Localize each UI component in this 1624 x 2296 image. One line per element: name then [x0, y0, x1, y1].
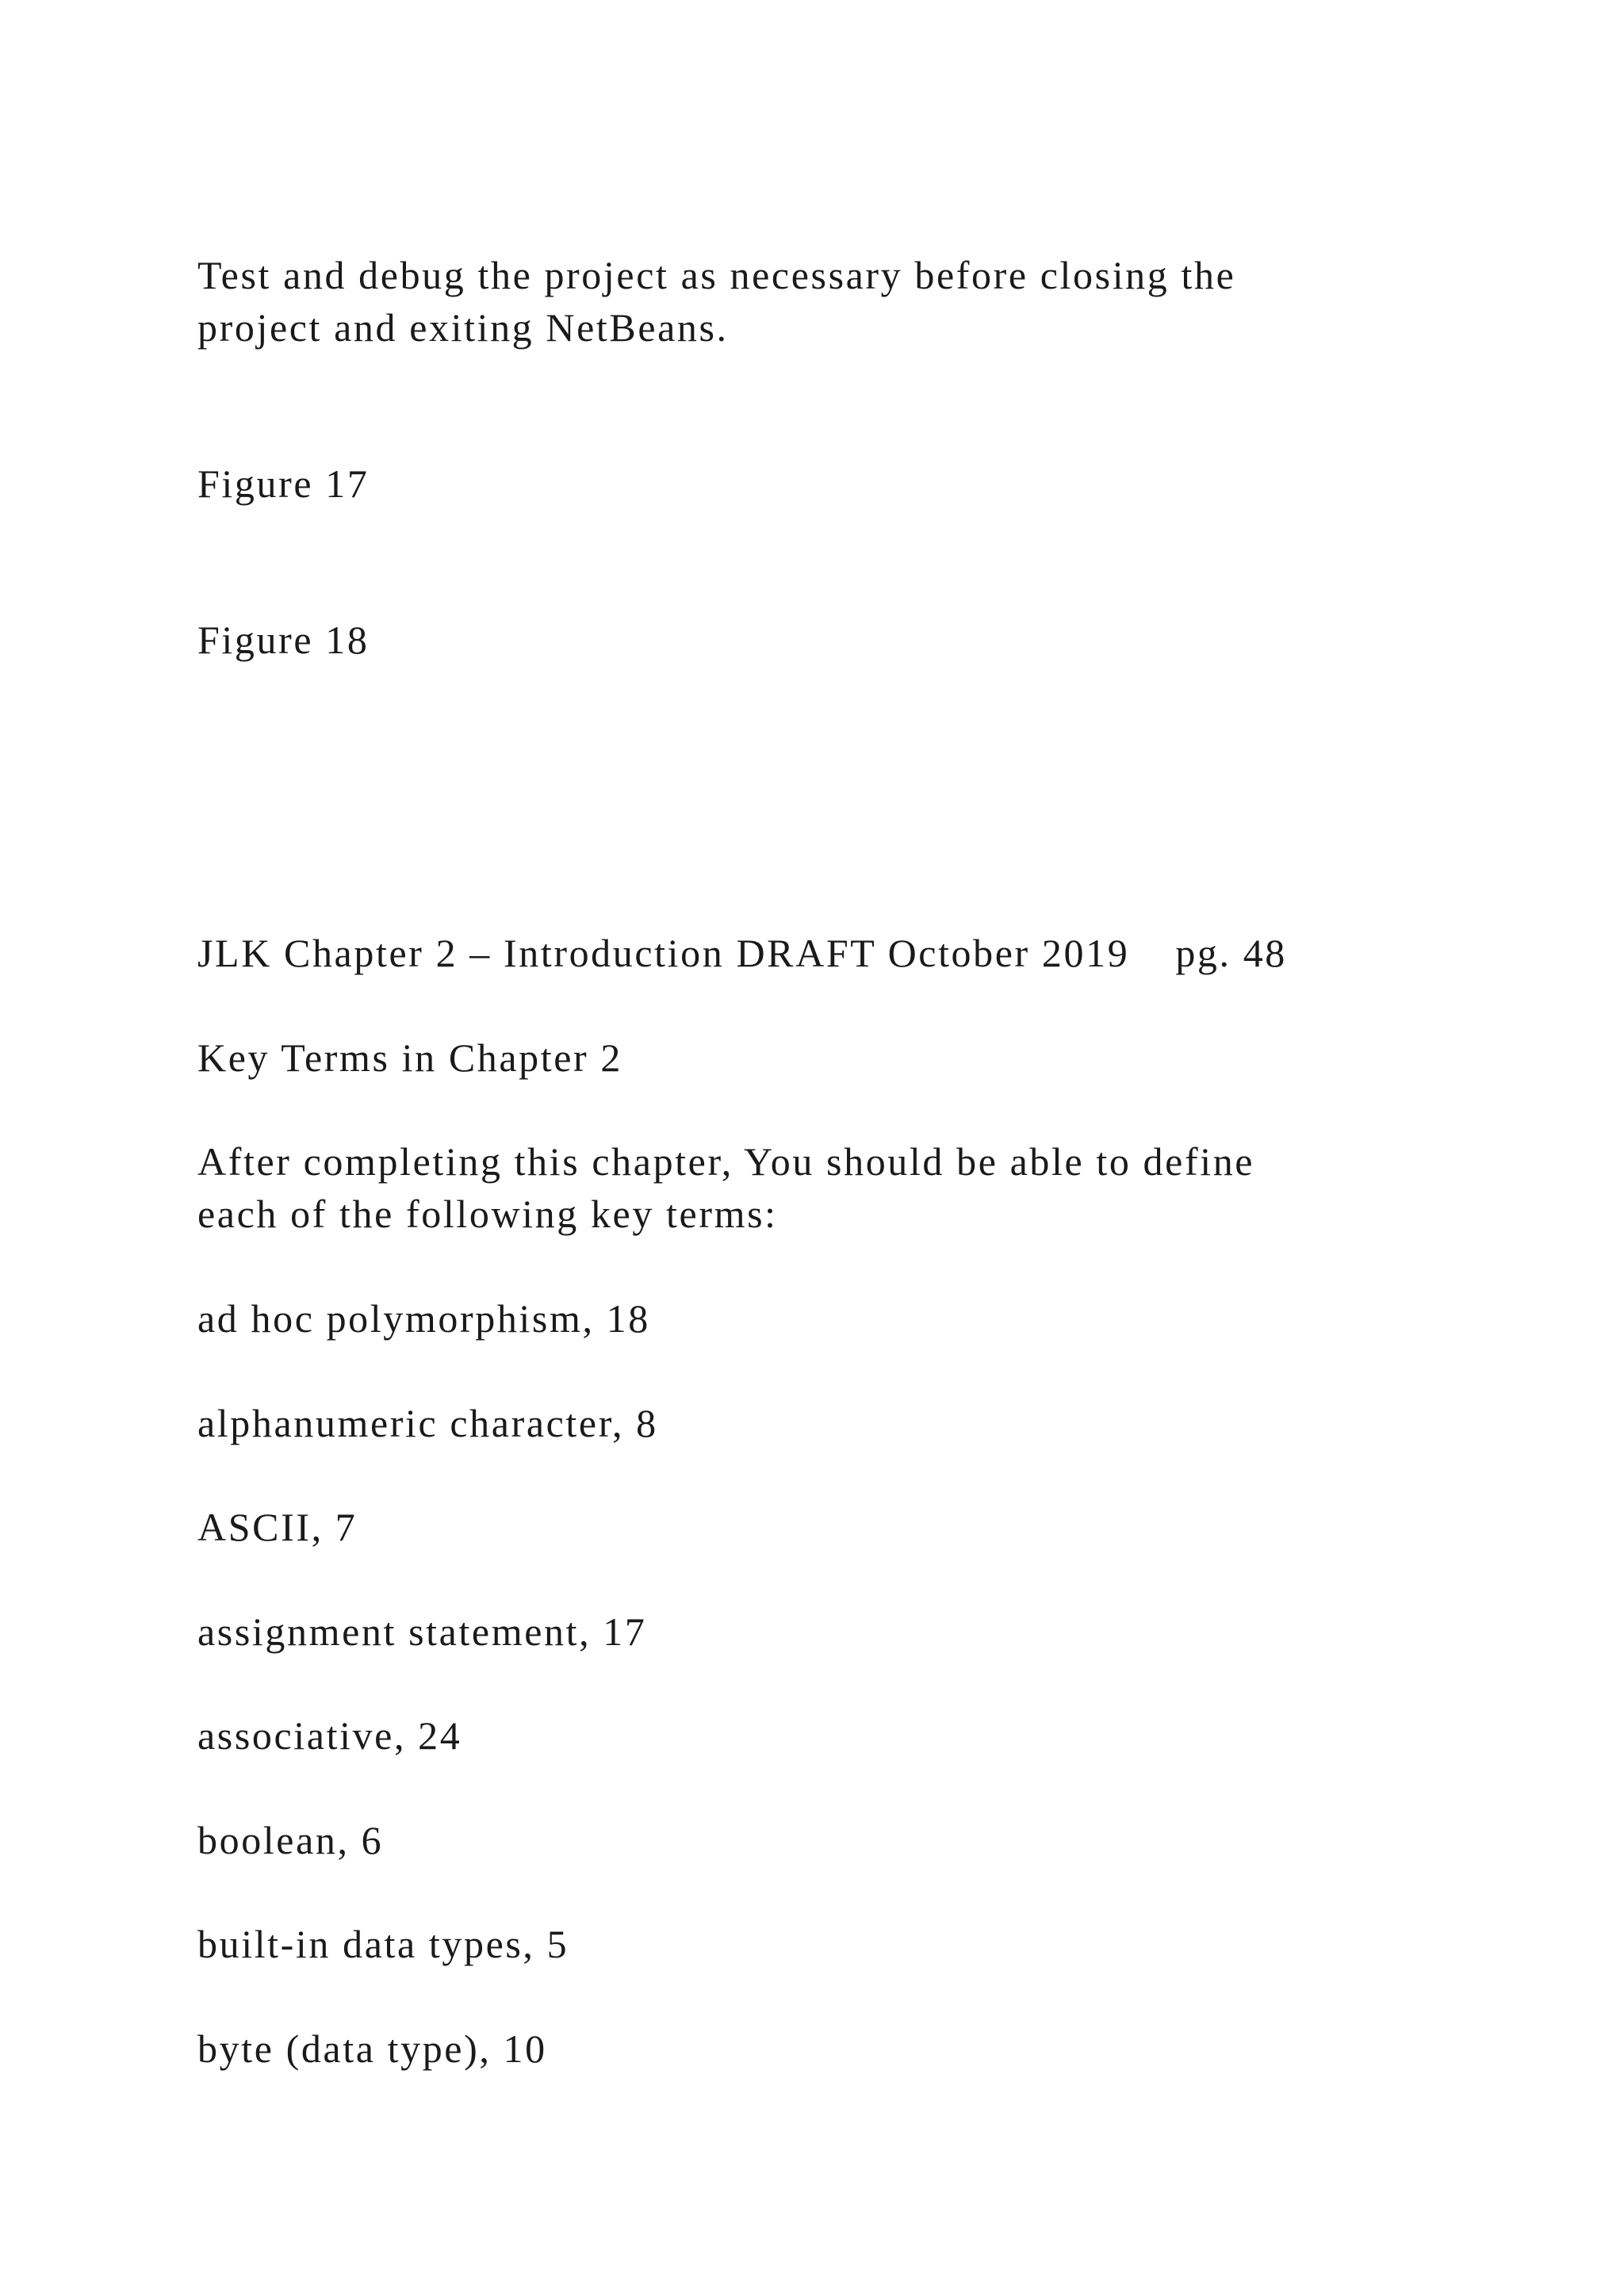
page-number: pg. 48	[1175, 931, 1287, 975]
footer-text: JLK Chapter 2 – Introduction DRAFT October 2019	[197, 931, 1130, 975]
figure-caption-17: Figure 17	[197, 461, 370, 506]
key-terms-intro-line-1: After completing this chapter, You should be able to define	[197, 1139, 1255, 1184]
key-term-item: assignment statement, 17	[197, 1609, 647, 1654]
figure-caption-18: Figure 18	[197, 618, 370, 662]
intro-paragraph-line-2: project and exiting NetBeans.	[197, 305, 729, 350]
key-term-item: ad hoc polymorphism, 18	[197, 1296, 650, 1341]
key-term-item: boolean, 6	[197, 1818, 384, 1862]
page-footer	[197, 927, 1287, 979]
intro-paragraph-line-1: Test and debug the project as necessary before closing the	[197, 253, 1236, 297]
key-term-item: byte (data type), 10	[197, 2026, 547, 2071]
key-terms-intro-line-2: each of the following key terms:	[197, 1192, 778, 1236]
key-term-item: built-in data types, 5	[197, 1922, 569, 1966]
key-term-item: alphanumeric character, 8	[197, 1401, 658, 1445]
key-term-item: associative, 24	[197, 1713, 462, 1758]
key-terms-heading: Key Terms in Chapter 2	[197, 1035, 623, 1080]
key-term-item: ASCII, 7	[197, 1505, 358, 1549]
